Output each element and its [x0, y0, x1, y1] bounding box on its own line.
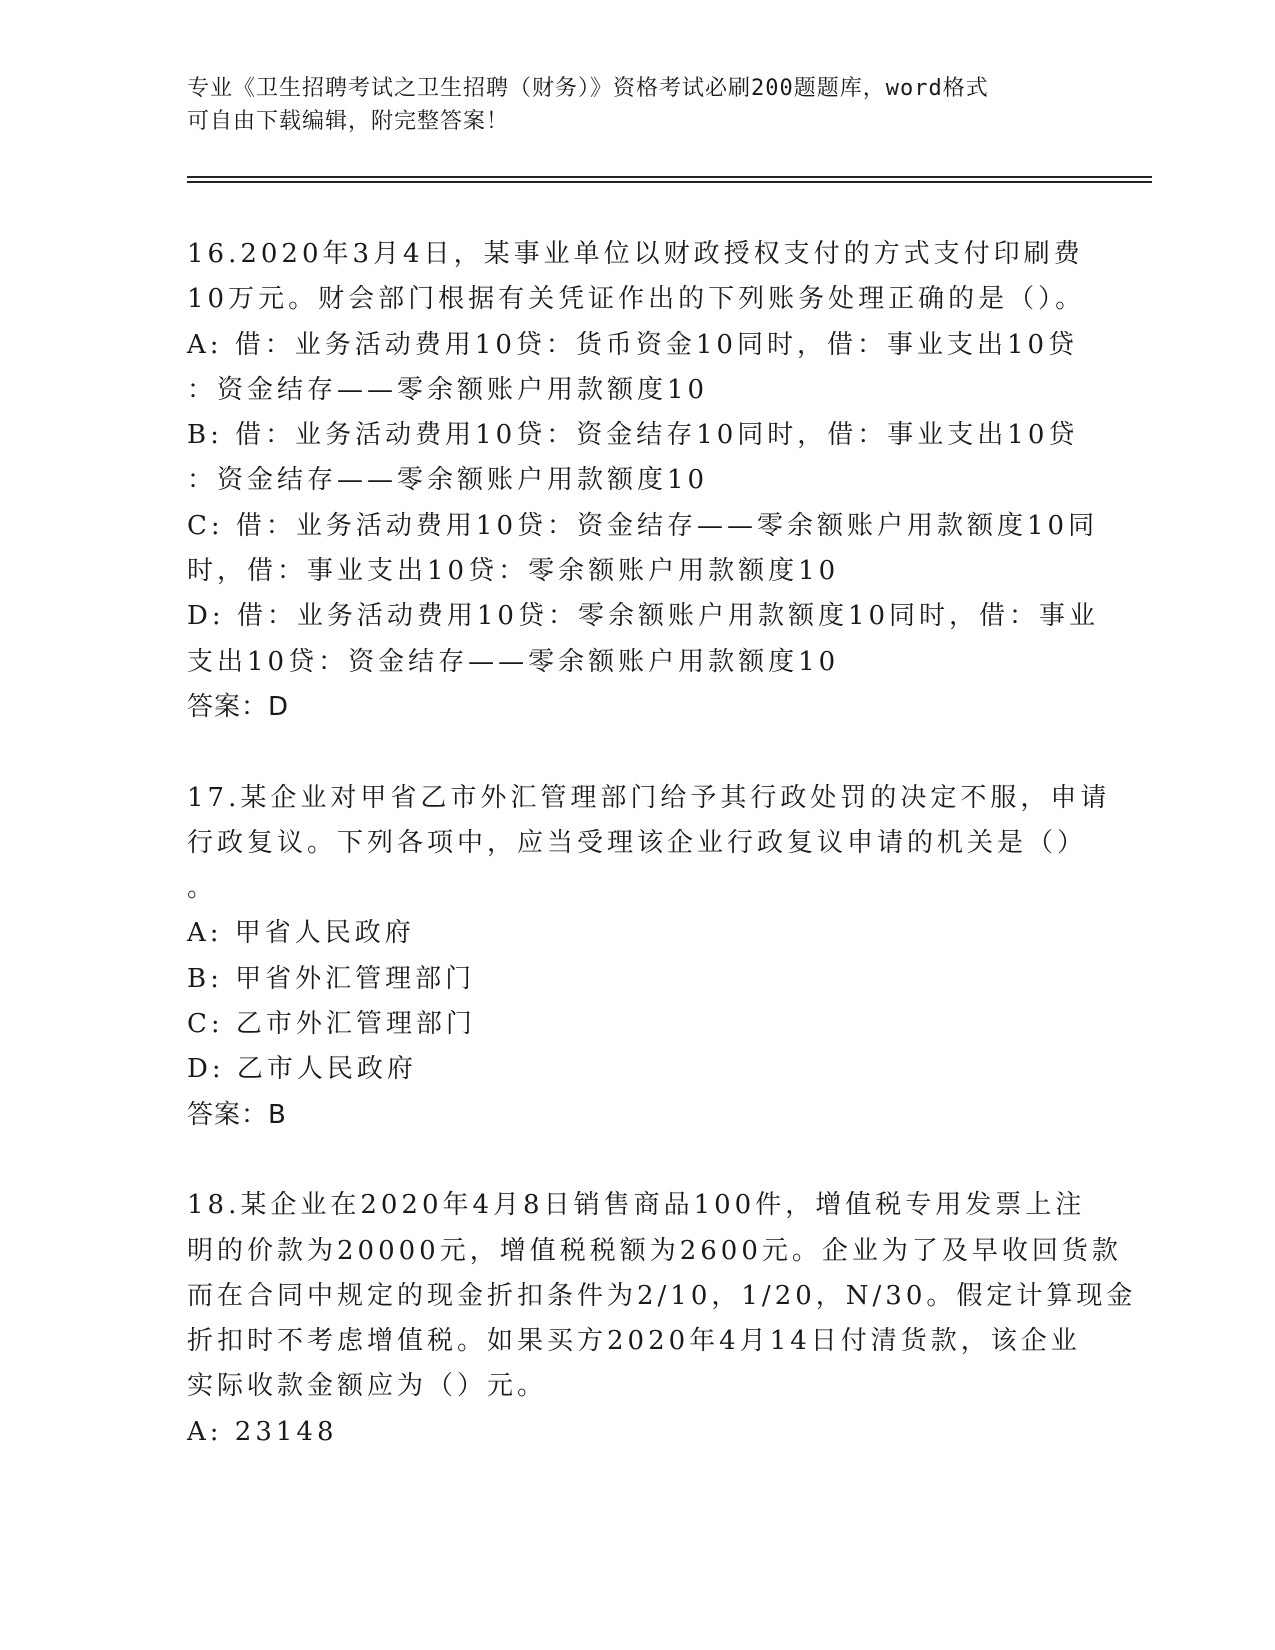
option-line: 时，借：事业支出10贷：零余额账户用款额度10 [187, 556, 840, 587]
question-stem-line: 。 [187, 873, 218, 904]
option-line: A: 借：业务活动费用10贷：货币资金10同时，借：事业支出10贷 [187, 329, 1079, 360]
question-stem-line: 18.某企业在2020年4月8日销售商品100件，增值税专用发票上注 [187, 1190, 1086, 1221]
question-list [187, 232, 1137, 1455]
option-line: 支出10贷：资金结存——零余额账户用款额度10 [187, 646, 840, 677]
question-stem-line: 折扣时不考虑增值税。如果买方2020年4月14日付清货款，该企业 [187, 1326, 1081, 1357]
option-line: C: 借：业务活动费用10贷：资金结存——零余额账户用款额度10同 [187, 510, 1099, 541]
question-stem-line: 行政复议。下列各项中，应当受理该企业行政复议申请的机关是（） [187, 827, 1088, 858]
question-17 [187, 776, 1111, 1138]
option-line: B: 甲省外汇管理部门 [187, 963, 476, 994]
option-line: ：资金结存——零余额账户用款额度10 [187, 465, 709, 496]
option-line: B: 借：业务活动费用10贷：资金结存10同时，借：事业支出10贷 [187, 420, 1079, 451]
option-line: C: 乙市外汇管理部门 [187, 1009, 476, 1040]
question-spacer [187, 730, 1087, 775]
answer-label: 答案：D [187, 691, 290, 722]
header-title-line-2: 可自由下载编辑，附完整答案！ [187, 109, 510, 134]
document-header [187, 72, 1087, 138]
question-18 [187, 1183, 1137, 1455]
question-stem-line: 17.某企业对甲省乙市外汇管理部门给予其行政处罚的决定不服，申请 [187, 782, 1111, 813]
header-title-line-1: 专业《卫生招聘考试之卫生招聘（财务）》资格考试必刷200题题库，word格式 [187, 76, 989, 101]
question-stem-line: 明的价款为20000元，增值税税额为2600元。企业为了及早收回货款 [187, 1235, 1122, 1266]
question-stem-line: 10万元。财会部门根据有关凭证作出的下列账务处理正确的是（）。 [187, 284, 1086, 315]
header-divider-bottom [187, 181, 1152, 183]
option-line: A: 23148 [187, 1416, 338, 1447]
question-stem-line: 而在合同中规定的现金折扣条件为2/10，1/20，N/30。假定计算现金 [187, 1280, 1137, 1311]
question-stem-line: 实际收款金额应为（）元。 [187, 1371, 548, 1402]
option-line: A: 甲省人民政府 [187, 918, 415, 949]
answer-label: 答案：B [187, 1099, 287, 1130]
question-stem-line: 16.2020年3月4日，某事业单位以财政授权支付的方式支付印刷费 [187, 239, 1084, 269]
option-line: D: 乙市人民政府 [187, 1054, 417, 1085]
question-spacer [187, 1138, 1087, 1183]
option-line: D: 借：业务活动费用10贷：零余额账户用款额度10同时，借：事业 [187, 601, 1100, 632]
header-divider-top [187, 176, 1152, 178]
option-line: ：资金结存——零余额账户用款额度10 [187, 374, 709, 405]
question-16 [187, 232, 1100, 730]
